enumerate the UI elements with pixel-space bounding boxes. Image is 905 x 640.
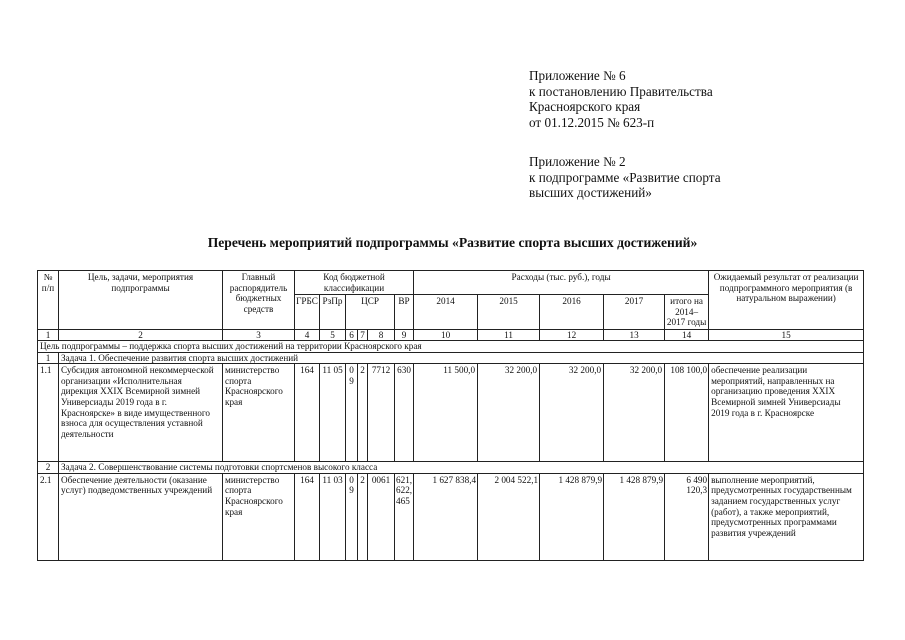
- header-num: № п/п: [38, 271, 59, 330]
- column-number: 7: [358, 330, 368, 341]
- row-2016: 32 200,0: [540, 364, 604, 462]
- header-result: Ожидаемый результат от реализации подпрограммного мероприятия (в натуральном выражении): [709, 271, 864, 330]
- row-2015: 32 200,0: [478, 364, 540, 462]
- row-2015: 2 004 522,1: [478, 473, 540, 560]
- table-row: [38, 364, 864, 462]
- annex-line: Приложение № 2: [529, 154, 626, 169]
- annex-block-resolution: [529, 68, 713, 130]
- document-title: Перечень мероприятий подпрограммы «Развитие спорта высших достижений»: [207, 235, 698, 250]
- header-goal: Цель, задачи, мероприятия подпрограммы: [59, 271, 223, 330]
- column-number: 12: [540, 330, 604, 341]
- annex-line: Красноярского края: [529, 99, 641, 115]
- header-manager: Главный распорядитель бюджетных средств: [223, 271, 295, 330]
- header-2016: 2016: [540, 295, 604, 330]
- measures-table: [37, 270, 864, 561]
- column-number: 10: [414, 330, 478, 341]
- column-number: 3: [223, 330, 295, 341]
- task-number: 2: [38, 462, 59, 474]
- row-total: 6 490 120,3: [665, 473, 709, 560]
- column-number: 5: [320, 330, 346, 341]
- column-number: 11: [478, 330, 540, 341]
- column-number: 13: [604, 330, 665, 341]
- row-csr-code: 0061: [368, 473, 395, 560]
- task-text: Задача 1. Обеспечение развития спорта высших достижений: [59, 352, 864, 364]
- row-rzpr: 11 03: [320, 473, 346, 560]
- row-2014: 11 500,0: [414, 364, 478, 462]
- row-2017: 32 200,0: [604, 364, 665, 462]
- header-csr: ЦСР: [346, 295, 395, 330]
- header-total: итого на 2014–2017 годы: [665, 295, 709, 330]
- column-number: 6: [346, 330, 358, 341]
- row-result: выполнение мероприятий, предусмотренных государственным заданием государственных услуг (работ), а также мероприятий, предусмотренных программами развития учреждений: [709, 473, 864, 560]
- header-2014: 2014: [414, 295, 478, 330]
- row-2017: 1 428 879,9: [604, 473, 665, 560]
- task-row: [38, 462, 864, 474]
- annex-line: от 01.12.2015 № 623-п: [529, 114, 655, 130]
- annex-block-subprogram: [529, 154, 721, 201]
- row-name: Обеспечение деятельности (оказание услуг) подведомственных учреждений: [59, 473, 223, 560]
- row-csr-program: 09: [346, 364, 358, 462]
- column-number: 4: [295, 330, 320, 341]
- row-number: 1.1: [38, 364, 59, 462]
- task-row: [38, 352, 864, 364]
- table-row: [38, 473, 864, 560]
- header-grbs: ГРБС: [295, 295, 320, 330]
- column-number: 15: [709, 330, 864, 341]
- header-2017: 2017: [604, 295, 665, 330]
- annex-line: к постановлению Правительства: [529, 83, 713, 99]
- row-csr-subprogram: 2: [358, 473, 368, 560]
- row-result: обеспечение реализации мероприятий, направленных на организацию проведения XXIX Всемирной зимней Универсиады 2019 года в г. Красноярске: [709, 364, 864, 462]
- row-number: 2.1: [38, 473, 59, 560]
- goal-text: Цель подпрограммы – поддержка спорта высших достижений на территории Красноярского края: [38, 341, 864, 353]
- annex-line: Приложение № 6: [529, 68, 626, 83]
- row-name: Субсидия автономной некоммерческой организации «Исполнительная дирекция XXIX Всемирной зимней Универсиады 2019 года в г. Красноярске» в виде имущественного взноса для осуществления уставной деятельности: [59, 364, 223, 462]
- row-vr: 630: [395, 364, 414, 462]
- column-number: 9: [395, 330, 414, 341]
- header-budget-code: Код бюджетной классификации: [295, 271, 414, 295]
- header-2015: 2015: [478, 295, 540, 330]
- goal-row: [38, 341, 864, 353]
- row-manager: министерство спорта Красноярского края: [223, 473, 295, 560]
- annex-line: высших достижений»: [529, 185, 652, 201]
- row-total: 108 100,0: [665, 364, 709, 462]
- task-number: 1: [38, 352, 59, 364]
- column-number: 1: [38, 330, 59, 341]
- header-rzpr: РзПр: [320, 295, 346, 330]
- row-vr: 621, 622, 465: [395, 473, 414, 560]
- header-expenses: Расходы (тыс. руб.), годы: [414, 271, 709, 295]
- row-manager: министерство спорта Красноярского края: [223, 364, 295, 462]
- row-csr-subprogram: 2: [358, 364, 368, 462]
- column-number: 14: [665, 330, 709, 341]
- column-number: 8: [368, 330, 395, 341]
- row-2014: 1 627 838,4: [414, 473, 478, 560]
- header-row: [38, 271, 864, 295]
- annex-line: к подпрограмме «Развитие спорта: [529, 169, 721, 185]
- column-number: 2: [59, 330, 223, 341]
- column-numbers-row: [38, 330, 864, 341]
- row-grbs: 164: [295, 473, 320, 560]
- row-csr-code: 7712: [368, 364, 395, 462]
- row-rzpr: 11 05: [320, 364, 346, 462]
- row-grbs: 164: [295, 364, 320, 462]
- row-2016: 1 428 879,9: [540, 473, 604, 560]
- header-vr: ВР: [395, 295, 414, 330]
- task-text: Задача 2. Совершенствование системы подготовки спортсменов высокого класса: [59, 462, 864, 474]
- row-csr-program: 09: [346, 473, 358, 560]
